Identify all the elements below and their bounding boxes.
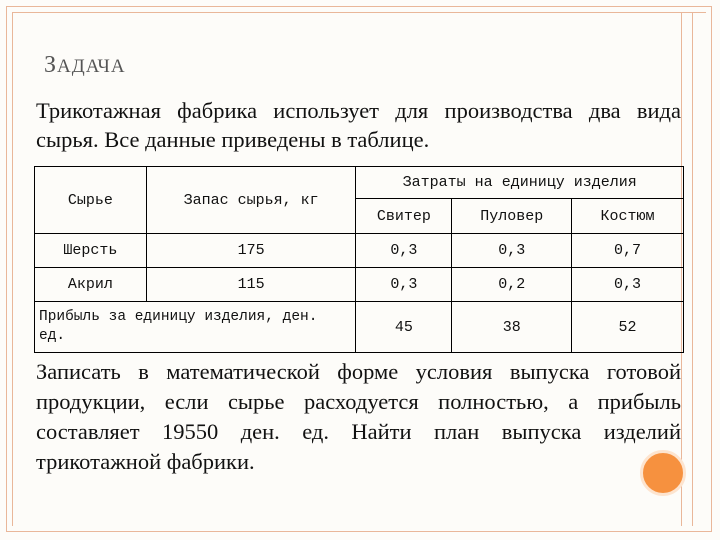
table-row — [35, 268, 684, 302]
header-product: Пуловер — [452, 199, 572, 234]
row-stock: 175 — [146, 234, 356, 268]
cell-value: 0,2 — [452, 268, 572, 302]
task-text: Записать в математической форме условия выпуска готовой продукции, если сырье расходуется полностью, а прибыль составляет 19550 ден. ед. Найти план выпуска изделий трикотажной фабрики. — [36, 359, 681, 474]
row-label: Шерсть — [35, 234, 147, 268]
header-product: Свитер — [356, 199, 452, 234]
cell-value: 0,7 — [572, 234, 684, 268]
table-header-row — [35, 167, 684, 199]
header-costs: Затраты на единицу изделия — [356, 167, 684, 199]
cell-value: 0,3 — [572, 268, 684, 302]
profit-label: Прибыль за единицу изделия, ден. ед. — [35, 302, 356, 353]
slide-title — [44, 52, 126, 79]
cell-value: 38 — [452, 302, 572, 353]
table-row-profit — [35, 302, 684, 353]
row-stock: 115 — [146, 268, 356, 302]
cell-value: 0,3 — [356, 268, 452, 302]
header-stock: Запас сырья, кг — [146, 167, 356, 234]
cell-value: 0,3 — [356, 234, 452, 268]
cell-value: 0,3 — [452, 234, 572, 268]
table-row — [35, 234, 684, 268]
header-product: Костюм — [572, 199, 684, 234]
decorative-circle — [640, 450, 686, 496]
cell-value: 45 — [356, 302, 452, 353]
intro-text: Трикотажная фабрика использует для производства два вида сырья. Все данные приведены в таблице. — [36, 98, 681, 152]
slide-title-rest: АДАЧА — [57, 56, 126, 77]
data-table — [34, 166, 684, 353]
row-label: Акрил — [35, 268, 147, 302]
slide-title-initial: З — [44, 52, 58, 78]
cell-value: 52 — [572, 302, 684, 353]
header-material: Сырье — [35, 167, 147, 234]
